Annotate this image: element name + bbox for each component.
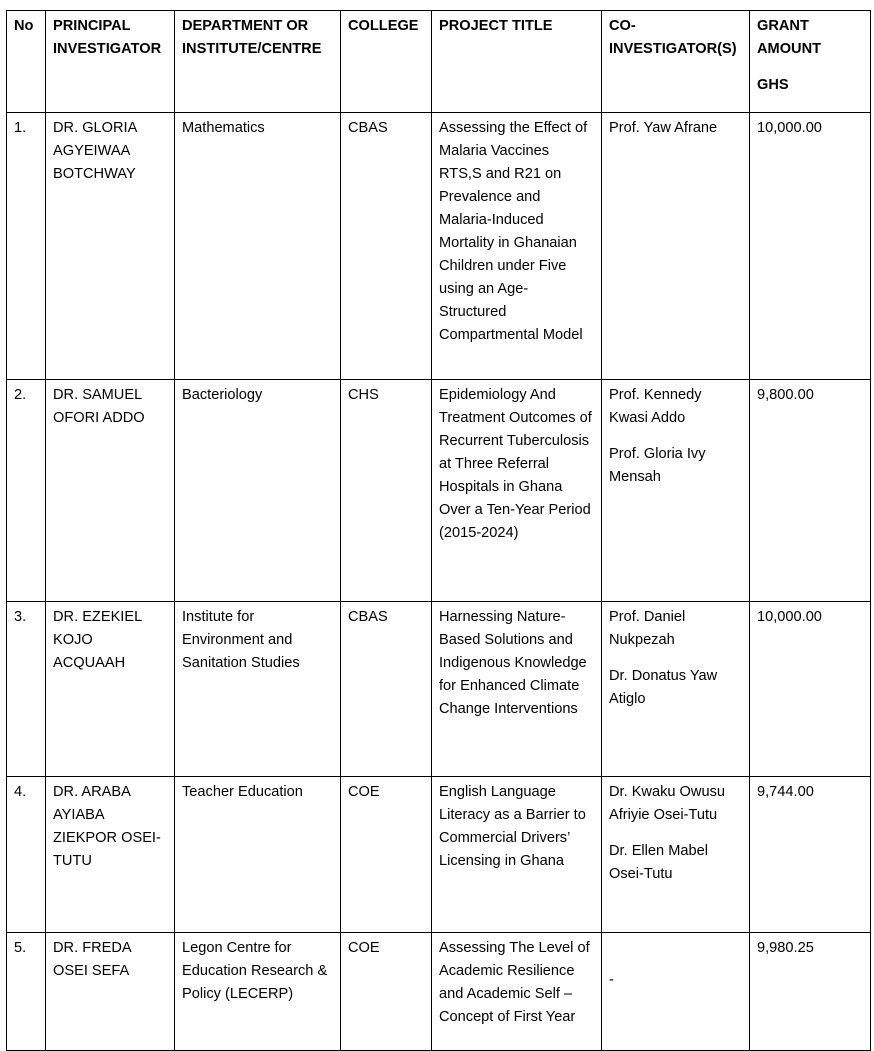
cell-grant-amount: 9,800.00 [750, 380, 871, 602]
cell-co-investigators [602, 113, 750, 380]
cell-college: CBAS [341, 113, 432, 380]
cell-project-title: Epidemiology And Treatment Outcomes of Recurrent Tuberculosis at Three Referral Hospitals in Ghana Over a Ten-Year Period (2015-2024) [432, 380, 602, 602]
co-investigator: Dr. Kwaku Owusu Afriyie Osei-Tutu [609, 784, 725, 823]
header-department: DEPARTMENT OR INSTITUTE/CENTRE [175, 11, 341, 113]
cell-no: 1. [7, 113, 46, 380]
cell-college: COE [341, 933, 432, 1051]
cell-grant-amount: 10,000.00 [750, 602, 871, 777]
cell-project-title: Assessing The Level of Academic Resilience and Academic Self – Concept of First Year [432, 933, 602, 1051]
cell-no: 2. [7, 380, 46, 602]
co-investigator: Prof. Yaw Afrane [609, 120, 718, 136]
header-co-investigators: CO-INVESTIGATOR(S) [602, 11, 750, 113]
cell-principal-investigator: DR. FREDA OSEI SEFA [46, 933, 175, 1051]
cell-college: CBAS [341, 602, 432, 777]
cell-department: Teacher Education [175, 777, 341, 933]
cell-principal-investigator: DR. SAMUEL OFORI ADDO [46, 380, 175, 602]
co-investigator: Prof. Kennedy Kwasi Addo [609, 387, 702, 426]
table-row [7, 380, 871, 602]
cell-principal-investigator: DR. GLORIA AGYEIWAA BOTCHWAY [46, 113, 175, 380]
cell-department: Legon Centre for Education Research & Policy (LECERP) [175, 933, 341, 1051]
cell-grant-amount: 9,744.00 [750, 777, 871, 933]
cell-project-title: English Language Literacy as a Barrier to Commercial Drivers’ Licensing in Ghana [432, 777, 602, 933]
cell-department: Bacteriology [175, 380, 341, 602]
cell-project-title: Harnessing Nature-Based Solutions and Indigenous Knowledge for Enhanced Climate Change Interventions [432, 602, 602, 777]
co-investigator: Dr. Donatus Yaw Atiglo [609, 668, 718, 707]
co-investigator: Prof. Daniel Nukpezah [609, 609, 686, 648]
cell-college: CHS [341, 380, 432, 602]
header-principal-investigator: PRINCIPAL INVESTIGATOR [46, 11, 175, 113]
table-row [7, 933, 871, 1051]
cell-co-investigators [602, 602, 750, 777]
cell-project-title: Assessing the Effect of Malaria Vaccines RTS,S and R21 on Prevalence and Malaria-Induced Mortality in Ghanaian Children under Five using an Age-Structured Compartmental Model [432, 113, 602, 380]
header-college: COLLEGE [341, 11, 432, 113]
cell-co-investigators [602, 777, 750, 933]
cell-grant-amount: 9,980.25 [750, 933, 871, 1051]
cell-co-investigators [602, 380, 750, 602]
table-row [7, 602, 871, 777]
cell-principal-investigator: DR. EZEKIEL KOJO ACQUAAH [46, 602, 175, 777]
header-row [7, 11, 871, 113]
cell-no: 4. [7, 777, 46, 933]
header-no: No [7, 11, 46, 113]
co-investigator: - [609, 972, 614, 988]
co-investigator: Prof. Gloria Ivy Mensah [609, 446, 706, 485]
cell-principal-investigator: DR. ARABA AYIABA ZIEKPOR OSEI-TUTU [46, 777, 175, 933]
cell-no: 5. [7, 933, 46, 1051]
header-project-title: PROJECT TITLE [432, 11, 602, 113]
cell-grant-amount: 10,000.00 [750, 113, 871, 380]
header-grant-unit: GHS [757, 77, 789, 93]
cell-co-investigators [602, 933, 750, 1051]
table-row [7, 777, 871, 933]
header-grant-amount-label: GRANT AMOUNT [757, 18, 822, 57]
table-row [7, 113, 871, 380]
header-grant-amount [750, 11, 871, 113]
cell-no: 3. [7, 602, 46, 777]
cell-college: COE [341, 777, 432, 933]
co-investigator: Dr. Ellen Mabel Osei-Tutu [609, 843, 708, 882]
cell-department: Mathematics [175, 113, 341, 380]
grants-table [6, 10, 871, 1051]
cell-department: Institute for Environment and Sanitation Studies [175, 602, 341, 777]
